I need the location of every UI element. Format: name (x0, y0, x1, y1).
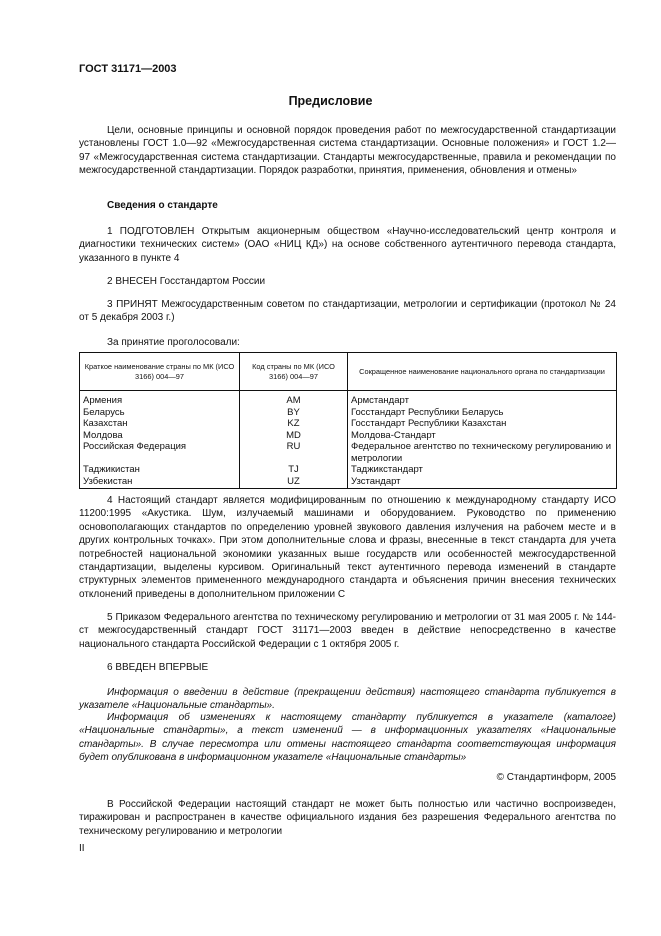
copyright: © Стандартинформ, 2005 (496, 772, 616, 783)
info-changes: Информация об изменениях к настоящему стандарту публикуется в указателе (каталоге) «Национальные стандарты», а текст изменений — в информационных указателях «Национальные стандарты». В случае пересмотра или отмены настоящего стандарта соответствующая информация будет опубликована в информационном указателе «Национальные стандарты» (79, 712, 616, 764)
country-code: UZ (240, 476, 348, 489)
info-introduction: Информация о введении в действие (прекращении действия) настоящего стандарта публикуется в указателе «Национальные стандарты». (79, 687, 616, 712)
table-row (80, 407, 617, 419)
country-code: KZ (240, 418, 348, 430)
page-number: II (79, 843, 85, 854)
reproduction-notice: В Российской Федерации настоящий стандарт не может быть полностью или частично воспроизведен, тиражирован и распространен в качестве официального издания без разрешения Федерального агентства по техническому регулированию и метрологии (79, 799, 616, 837)
country-code: AM (240, 391, 348, 407)
item-2: 2 ВНЕСЕН Госстандартом России (107, 276, 266, 287)
item-4: 4 Настоящий стандарт является модифицированным по отношению к международному стандарту ИСО 11200:1995 «Акустика. Шум, излучаемый машинами и оборудованием. Руководство по применению основополагающих стандартов по определению уровней звукового давления излучения на рабочем месте и в других контрольных точках». При этом дополнительные слова и фразы, внесенные в текст стандарта для учета потребностей национальной экономики указанных выше государств или особенностей межгосударственной стандартизации, выделены курсивом. Оригинальный текст аутентичного перевода изменений в стандарте структурных элементов примененного международного стандарта и объяснения причин внесения технических отклонений приведены в дополнительном приложении С (79, 495, 616, 600)
section-title: Сведения о стандарте (107, 200, 218, 211)
standards-body: Федеральное агентство по техническому регулированию и метрологии (348, 441, 617, 464)
page-title: Предисловие (288, 94, 373, 108)
country-name: Казахстан (80, 418, 240, 430)
country-code: TJ (240, 464, 348, 476)
table-row (80, 418, 617, 430)
table-row (80, 464, 617, 476)
item-6: 6 ВВЕДЕН ВПЕРВЫЕ (107, 662, 209, 673)
header-code: Код страны по МК (ИСО 3166) 004—97 (240, 353, 348, 391)
standards-body: Таджикстандарт (348, 464, 617, 476)
standards-body: Армстандарт (348, 391, 617, 407)
standards-body: Госстандарт Республики Казахстан (348, 418, 617, 430)
country-code: BY (240, 407, 348, 419)
standards-body: Узстандарт (348, 476, 617, 489)
document-header: ГОСТ 31171—2003 (79, 63, 177, 75)
table-header-row (80, 353, 617, 391)
country-name: Молдова (80, 430, 240, 442)
country-name: Армения (80, 391, 240, 407)
country-name: Беларусь (80, 407, 240, 419)
item-5: 5 Приказом Федерального агентства по техническому регулированию и метрологии от 31 мая 2005 г. № 144-ст межгосударственный стандарт ГОСТ 31171—2003 введен в действие непосредственно в качестве национального стандарта Российской Федерации с 1 октября 2005 г. (79, 612, 616, 650)
voting-table (79, 352, 617, 489)
table-row (80, 391, 617, 407)
table-row (80, 476, 617, 489)
table-row (80, 430, 617, 442)
item-3: 3 ПРИНЯТ Межгосударственным советом по стандартизации, метрологии и сертификации (протокол № 24 от 5 декабря 2003 г.) (79, 299, 616, 324)
header-body: Сокращенное наименование национального органа по стандартизации (348, 353, 617, 391)
country-code: MD (240, 430, 348, 442)
country-name: Узбекистан (80, 476, 240, 489)
standards-body: Госстандарт Республики Беларусь (348, 407, 617, 419)
header-country: Краткое наименование страны по МК (ИСО 3166) 004—97 (80, 353, 240, 391)
country-name: Таджикистан (80, 464, 240, 476)
intro-paragraph: Цели, основные принципы и основной порядок проведения работ по межгосударственной стандартизации установлены ГОСТ 1.0—92 «Межгосударственная система стандартизации. Основные положения» и ГОСТ 1.2—97 «Межгосударственная система стандартизации. Стандарты межгосударственные, правила и рекомендации по межгосударственной стандартизации. Порядок разработки, принятия, применения, обновления и отмены» (79, 125, 616, 177)
table-row (80, 441, 617, 464)
standards-body: Молдова-Стандарт (348, 430, 617, 442)
vote-label: За принятие проголосовали: (107, 337, 240, 348)
item-1: 1 ПОДГОТОВЛЕН Открытым акционерным обществом «Научно-исследовательский центр контроля и диагностики технических систем» (ОАО «НИЦ КД») на основе собственного аутентичного перевода стандарта, указанного в пункте 4 (79, 226, 616, 264)
country-name: Российская Федерация (80, 441, 240, 464)
country-code: RU (240, 441, 348, 464)
